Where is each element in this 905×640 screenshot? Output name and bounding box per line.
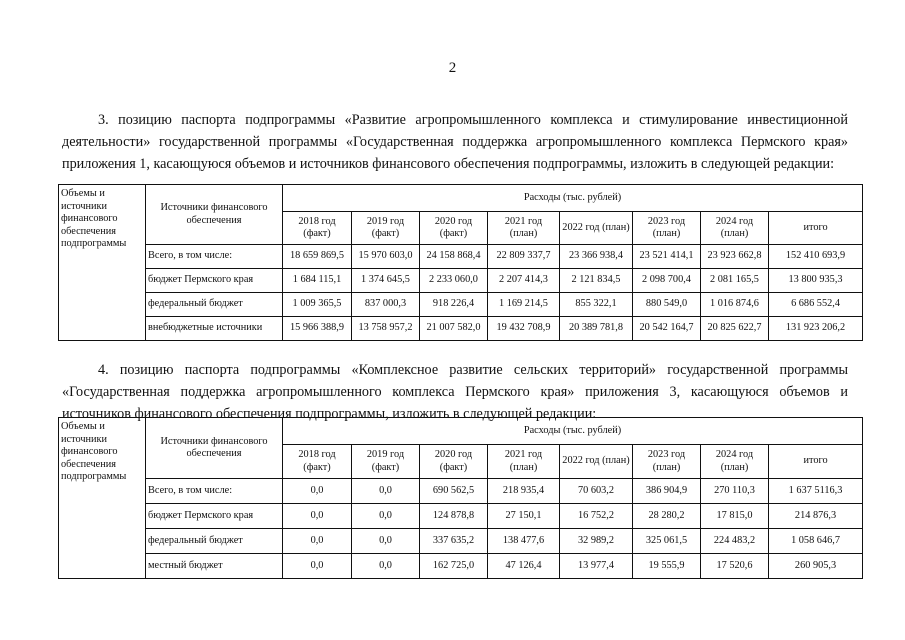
table-cell: 23 366 938,4	[560, 245, 633, 269]
table-cell: 6 686 552,4	[769, 293, 863, 317]
table-cell: 28 280,2	[633, 504, 701, 529]
table-cell: 22 809 337,7	[488, 245, 560, 269]
table-cell: 2 233 060,0	[420, 269, 488, 293]
section-3-paragraph: 3. позицию паспорта подпрограммы «Развитие агропромышленного комплекса и стимулирование инвестиционной деятельности» государственной программы «Государственная поддержка агропромышленного комплекса Пермского края» приложения 1, касающуюся объемов и источников финансового обеспечения подпрограммы, изложить в следующей редакции:	[62, 112, 848, 172]
row-name: бюджет Пермского края	[146, 269, 283, 293]
table-cell: 837 000,3	[352, 293, 420, 317]
table-cell: 260 905,3	[769, 554, 863, 579]
table-cell: 2 081 165,5	[701, 269, 769, 293]
table-cell: 47 126,4	[488, 554, 560, 579]
table-cell: 32 989,2	[560, 529, 633, 554]
row-name: внебюджетные источники	[146, 317, 283, 341]
row-name: Всего, в том числе:	[146, 479, 283, 504]
table-cell: 0,0	[283, 529, 352, 554]
column-header: 2020 год (факт)	[420, 445, 488, 479]
table-cell: 124 878,8	[420, 504, 488, 529]
table-cell: 13 758 957,2	[352, 317, 420, 341]
table-row	[59, 317, 863, 341]
row-name: бюджет Пермского края	[146, 504, 283, 529]
table-cell: 214 876,3	[769, 504, 863, 529]
table-label-cell: Объемы и источники финансового обеспечения подпрограммы	[59, 418, 146, 579]
table-cell: 17 815,0	[701, 504, 769, 529]
table-row	[59, 293, 863, 317]
table-cell: 2 121 834,5	[560, 269, 633, 293]
table-cell: 386 904,9	[633, 479, 701, 504]
sources-header: Источники финансового обеспечения	[146, 185, 283, 245]
column-header: 2019 год (факт)	[352, 212, 420, 245]
table-cell: 138 477,6	[488, 529, 560, 554]
table-cell: 15 966 388,9	[283, 317, 352, 341]
table-cell: 855 322,1	[560, 293, 633, 317]
column-header: 2021 год (план)	[488, 212, 560, 245]
row-name: Всего, в том числе:	[146, 245, 283, 269]
table-cell: 17 520,6	[701, 554, 769, 579]
table-cell: 880 549,0	[633, 293, 701, 317]
table-cell: 0,0	[283, 554, 352, 579]
table-cell: 70 603,2	[560, 479, 633, 504]
table-cell: 337 635,2	[420, 529, 488, 554]
table-cell: 19 432 708,9	[488, 317, 560, 341]
column-header: 2019 год (факт)	[352, 445, 420, 479]
table-cell: 24 158 868,4	[420, 245, 488, 269]
column-header: итого	[769, 212, 863, 245]
column-header: 2018 год (факт)	[283, 212, 352, 245]
table-row	[59, 269, 863, 293]
column-header: 2021 год (план)	[488, 445, 560, 479]
table-cell: 152 410 693,9	[769, 245, 863, 269]
table-cell: 23 923 662,8	[701, 245, 769, 269]
table-cell: 0,0	[352, 479, 420, 504]
table-cell: 0,0	[283, 504, 352, 529]
table-label-cell: Объемы и источники финансового обеспечения подпрограммы	[59, 185, 146, 341]
table-cell: 20 389 781,8	[560, 317, 633, 341]
table-cell: 131 923 206,2	[769, 317, 863, 341]
table-cell: 1 058 646,7	[769, 529, 863, 554]
table-cell: 0,0	[352, 554, 420, 579]
table-row	[59, 529, 863, 554]
table-cell: 13 977,4	[560, 554, 633, 579]
table-cell: 2 098 700,4	[633, 269, 701, 293]
table-row	[59, 504, 863, 529]
table-cell: 162 725,0	[420, 554, 488, 579]
expenses-header: Расходы (тыс. рублей)	[283, 418, 863, 445]
table-cell: 1 016 874,6	[701, 293, 769, 317]
table-cell: 27 150,1	[488, 504, 560, 529]
financing-table-section-4	[58, 417, 863, 579]
table-cell: 270 110,3	[701, 479, 769, 504]
table-cell: 1 169 214,5	[488, 293, 560, 317]
row-name: федеральный бюджет	[146, 529, 283, 554]
table-cell: 218 935,4	[488, 479, 560, 504]
section-4-paragraph: 4. позицию паспорта подпрограммы «Комплексное развитие сельских территорий» государственной программы «Государственная поддержка агропромышленного комплекса Пермского края» приложения 3, касающуюся объемов и источников финансового обеспечения подпрограммы, изложить в следующей редакции:	[62, 362, 848, 422]
column-header: 2022 год (план)	[560, 445, 633, 479]
table-cell: 1 374 645,5	[352, 269, 420, 293]
column-header: 2018 год (факт)	[283, 445, 352, 479]
column-header: 2020 год (факт)	[420, 212, 488, 245]
table-cell: 0,0	[352, 529, 420, 554]
table-cell: 2 207 414,3	[488, 269, 560, 293]
financing-table-section-3	[58, 184, 863, 341]
table-cell: 325 061,5	[633, 529, 701, 554]
table-cell: 21 007 582,0	[420, 317, 488, 341]
table-cell: 13 800 935,3	[769, 269, 863, 293]
table-cell: 20 542 164,7	[633, 317, 701, 341]
expenses-header: Расходы (тыс. рублей)	[283, 185, 863, 212]
table-cell: 1 637 5116,3	[769, 479, 863, 504]
page-number: 2	[448, 60, 457, 76]
row-name: местный бюджет	[146, 554, 283, 579]
column-header: итого	[769, 445, 863, 479]
table-cell: 16 752,2	[560, 504, 633, 529]
table-row	[59, 245, 863, 269]
table-cell: 690 562,5	[420, 479, 488, 504]
column-header: 2023 год (план)	[633, 445, 701, 479]
table-cell: 20 825 622,7	[701, 317, 769, 341]
table-row	[59, 479, 863, 504]
table-cell: 918 226,4	[420, 293, 488, 317]
table-cell: 1 684 115,1	[283, 269, 352, 293]
column-header: 2022 год (план)	[560, 212, 633, 245]
table-cell: 224 483,2	[701, 529, 769, 554]
column-header: 2024 год (план)	[701, 445, 769, 479]
table-row	[59, 554, 863, 579]
table-cell: 15 970 603,0	[352, 245, 420, 269]
column-header: 2024 год (план)	[701, 212, 769, 245]
table-cell: 18 659 869,5	[283, 245, 352, 269]
table-cell: 19 555,9	[633, 554, 701, 579]
row-name: федеральный бюджет	[146, 293, 283, 317]
sources-header: Источники финансового обеспечения	[146, 418, 283, 479]
column-header: 2023 год (план)	[633, 212, 701, 245]
table-cell: 1 009 365,5	[283, 293, 352, 317]
table-cell: 0,0	[352, 504, 420, 529]
table-cell: 23 521 414,1	[633, 245, 701, 269]
table-cell: 0,0	[283, 479, 352, 504]
